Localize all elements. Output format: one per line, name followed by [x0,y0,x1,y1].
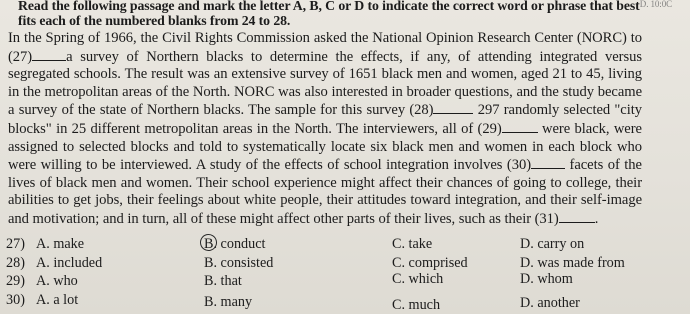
option-c[interactable]: C. much [392,296,441,313]
blank-30 [531,156,565,169]
question-row-30 [6,292,666,311]
option-c[interactable]: C. take [392,236,433,252]
option-b[interactable]: B. that [204,273,242,289]
instruction-heading [18,0,672,28]
question-number: 28) [6,254,25,271]
passage-sentence-2: a survey of Northern blacks to determine the effects, if any, of attending integrated versus segregated schools. The result was an extensive survey of 1651 black men and women, aged 21 to 45, living in the metropolitan areas of the North. NORC was also interested in broader questions, and the study became a survey of the state of Northern blacks. The sample for this survey (28) [8,48,642,119]
option-d[interactable]: D. another [520,294,580,311]
blank-31 [559,210,595,223]
option-d[interactable]: D. carry on [520,236,585,252]
option-c[interactable]: C. which [392,271,444,287]
option-b-label: B. conduct [204,236,266,252]
blank-29 [502,120,538,133]
option-d[interactable]: D. was made from [520,254,625,271]
option-b[interactable]: B. consisted [204,254,274,271]
blank-28 [433,101,473,114]
question-number: 29) [6,273,25,289]
option-a[interactable]: A. included [36,254,103,271]
passage-paragraph [8,30,642,229]
passage-sentence-4: were black, were assigned to selected blocks and told to systematically locate six black men and women in each block who were willing to be interviewed. A study of the effects of school integration involves (30) [8,120,642,174]
option-a[interactable]: A. a lot [36,291,79,308]
passage-sentence-5: facets of the lives of black men and women. Their school experience might affect their chances of going to college, their abilities to get jobs, their feelings about white people, their attitudes toward integration, and their self-image and motivation; and in turn, all of these might affect other parts of their lives, such as their (31) [8,157,642,227]
option-c[interactable]: C. comprised [392,254,468,271]
blank-27 [32,48,66,61]
question-number: 30) [6,291,25,308]
option-b[interactable]: B. many [204,293,253,310]
reading-passage [8,30,642,229]
passage-sentence-3: 297 randomly selected "city blocks" in 25 different metropolitan areas in the North. The interviewers, all of (29) [8,102,642,137]
option-b-marked[interactable] [204,236,265,253]
question-row-29 [6,273,666,292]
option-d[interactable]: D. whom [520,271,573,287]
margin-note: D. 10:0C [639,0,672,9]
instruction-text: Read the following passage and mark the letter A, B, C or D to indicate the correct word or phrase that best fits each of the numbered blanks from 24 to 28. [18,0,640,28]
answer-options [6,236,666,313]
option-a[interactable]: A. make [36,236,85,252]
passage-sentence-1: In the Spring of 1966, the Civil Rights Commission asked the National Opinion Research Center (NORC) to (27) [8,30,642,65]
question-number: 27) [6,236,25,252]
passage-sentence-6: . [594,210,599,227]
option-a[interactable]: A. who [36,273,78,289]
question-row-27 [6,236,666,255]
